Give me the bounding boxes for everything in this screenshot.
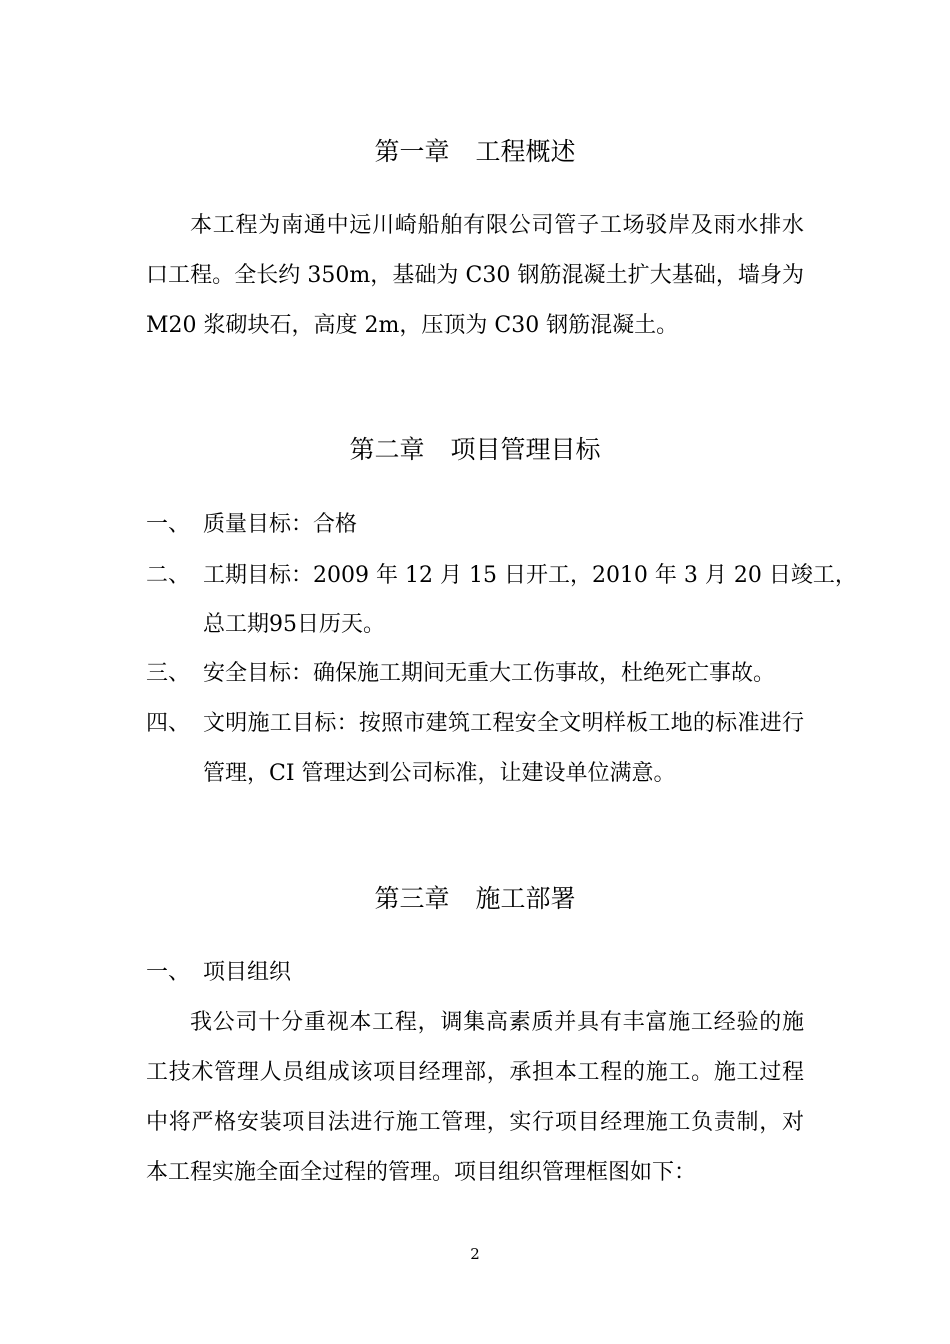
goal-item-marker: 三、 [146, 661, 191, 686]
goal-item-marker: 一、 [146, 512, 191, 537]
chapter-3-heading [0, 882, 950, 916]
chapter-2-title: 项目管理目标 [450, 435, 601, 464]
chapter-3-title: 施工部署 [475, 884, 576, 913]
section-title: 项目组织 [203, 960, 292, 985]
goal-item-text: 总工期95日历天。 [203, 612, 385, 637]
goal-item-text: 安全目标：确保施工期间无重大工伤事故，杜绝死亡事故。 [203, 661, 776, 686]
chapter-1-label: 第一章 [374, 137, 450, 166]
chapter-1-heading [0, 135, 950, 169]
chapter-3-para-line: 中将严格安装项目法进行施工管理，实行项目经理施工负责制，对 [146, 1110, 804, 1135]
chapter-1-title: 工程概述 [475, 137, 576, 166]
chapter-3-para-line: 工技术管理人员组成该项目经理部，承担本工程的施工。施工过程 [146, 1060, 804, 1085]
goal-item-text: 管理，CI 管理达到公司标准，让建设单位满意。 [203, 761, 676, 786]
page-number: 2 [470, 1245, 480, 1263]
chapter-1-para-line: 口工程。全长约 350m，基础为 C30 钢筋混凝土扩大基础，墙身为 [146, 263, 804, 288]
section-marker: 一、 [146, 960, 191, 985]
chapter-1-para-line: 本工程为南通中远川崎船舶有限公司管子工场驳岸及雨水排水 [190, 213, 804, 238]
chapter-3-para-line: 我公司十分重视本工程，调集高素质并具有丰富施工经验的施 [190, 1010, 804, 1035]
goal-item-marker: 四、 [146, 711, 191, 736]
goal-item-marker: 二、 [146, 563, 191, 588]
goal-item-text: 工期目标：2009 年 12 月 15 日开工，2010 年 3 月 20 日竣工， [203, 563, 857, 588]
chapter-1-para-line: M20 浆砌块石，高度 2m，压顶为 C30 钢筋混凝土。 [146, 313, 679, 338]
chapter-3-para-line: 本工程实施全面全过程的管理。项目组织管理框图如下： [146, 1160, 697, 1185]
goal-item-text: 文明施工目标：按照市建筑工程安全文明样板工地的标准进行 [203, 711, 804, 736]
chapter-3-label: 第三章 [374, 884, 450, 913]
goal-item-text: 质量目标：合格 [203, 512, 358, 537]
chapter-2-label: 第二章 [349, 435, 425, 464]
chapter-2-heading [0, 433, 950, 467]
